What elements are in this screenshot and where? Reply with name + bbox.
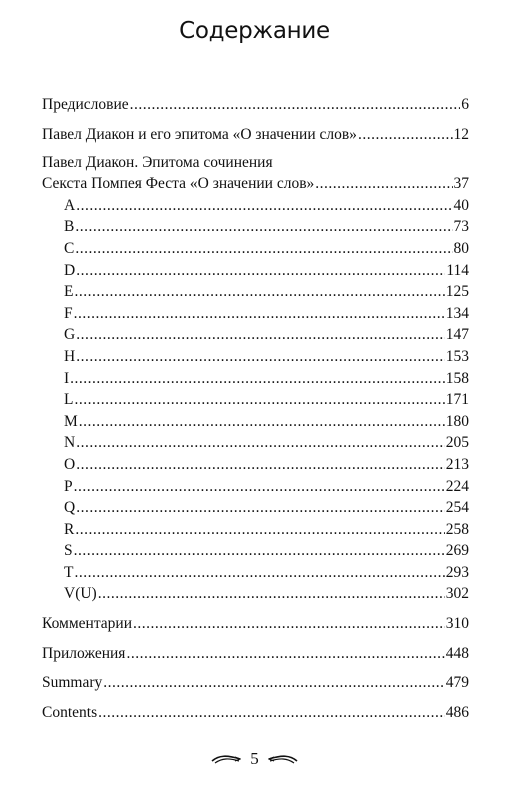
toc-entry-page: 134 xyxy=(445,304,469,322)
toc-entry-label: V(U) xyxy=(64,585,97,603)
leader-dots xyxy=(75,519,444,541)
leader-dots xyxy=(74,303,445,325)
leader-dots xyxy=(74,281,444,303)
toc-entry-page: 171 xyxy=(445,391,469,409)
toc-entry-appendices[interactable] xyxy=(42,643,469,665)
toc-entry-letter[interactable] xyxy=(42,432,469,454)
toc-entry-label: Contents xyxy=(42,703,98,721)
toc-entry-label: R xyxy=(64,520,75,538)
toc-entry-page: 12 xyxy=(453,125,469,143)
toc-entry-label: Summary xyxy=(42,674,103,692)
toc-entry-label: O xyxy=(64,455,76,473)
toc-entry-page: 73 xyxy=(453,218,469,236)
toc-entry-label: Приложения xyxy=(42,644,126,662)
toc-entry-letter[interactable] xyxy=(42,195,469,217)
leader-dots xyxy=(315,173,452,195)
toc-entry-page: 448 xyxy=(445,644,469,662)
toc-entry-label: Павел Диакон и его эпитома «О значении слов» xyxy=(42,125,357,143)
toc-entry-preface[interactable] xyxy=(42,94,469,116)
toc-entry-label: C xyxy=(64,239,75,257)
toc-entry-page: 153 xyxy=(445,347,469,365)
page-title: Содержание xyxy=(179,18,330,44)
leader-dots xyxy=(74,562,444,584)
leader-dots xyxy=(76,195,452,217)
toc-entry-label: D xyxy=(64,261,76,279)
toc-entry-page: 40 xyxy=(453,196,469,214)
toc-entry-commentary[interactable] xyxy=(42,613,469,635)
toc-entry-letter[interactable] xyxy=(42,260,469,282)
page-footer xyxy=(0,746,509,771)
toc-entry-page: 254 xyxy=(445,499,469,517)
toc-entry-letter[interactable] xyxy=(42,324,469,346)
toc-entry-heading: Павел Диакон. Эпитома сочинения xyxy=(42,154,273,172)
toc-entry-label: Секста Помпея Феста «О значении слов» xyxy=(42,175,315,193)
toc-entry-letter[interactable] xyxy=(42,389,469,411)
toc-entry-letter[interactable] xyxy=(42,411,469,433)
toc-entry-letter[interactable] xyxy=(42,454,469,476)
toc-entry-page: 293 xyxy=(445,563,469,581)
leader-dots xyxy=(133,613,445,635)
toc-entry-label: G xyxy=(64,326,76,344)
toc-entry-letter[interactable] xyxy=(42,238,469,260)
leader-dots xyxy=(103,672,444,694)
toc-entry-label: Комментарии xyxy=(42,615,132,633)
toc-entry-letter[interactable] xyxy=(42,562,469,584)
toc-entry-label: Предисловие xyxy=(42,96,129,113)
toc-entry-label: H xyxy=(64,347,76,365)
leader-dots xyxy=(70,368,445,390)
toc-entry-page: 205 xyxy=(445,434,469,452)
page-number: 5 xyxy=(250,749,259,769)
toc-entry-page: 486 xyxy=(445,703,469,721)
toc-entry-page: 125 xyxy=(445,283,469,301)
toc-entry-label: Q xyxy=(64,499,76,517)
toc-entry-page: 310 xyxy=(445,615,469,633)
toc-entry-page: 224 xyxy=(445,477,469,495)
toc-entry-letter[interactable] xyxy=(42,540,469,562)
toc-entry-label: M xyxy=(64,412,78,430)
toc-entry-label: F xyxy=(64,304,73,322)
toc-entry-letter[interactable] xyxy=(42,303,469,325)
leader-dots xyxy=(74,389,444,411)
leader-dots xyxy=(75,238,452,260)
leader-dots xyxy=(126,643,444,665)
toc-entry-label: B xyxy=(64,218,75,236)
toc-entry-epitome[interactable] xyxy=(42,173,469,195)
toc-entry-letter[interactable] xyxy=(42,216,469,238)
toc-entry-letter[interactable] xyxy=(42,476,469,498)
leader-dots xyxy=(98,583,445,605)
leader-dots xyxy=(74,476,445,498)
leader-dots xyxy=(98,702,445,724)
left-flourish-icon xyxy=(211,753,241,765)
leader-dots xyxy=(75,216,452,238)
leader-dots xyxy=(76,497,445,519)
toc-entry-page: 158 xyxy=(445,369,469,387)
toc-entry-page: 213 xyxy=(445,455,469,473)
toc-entry-page: 114 xyxy=(446,261,469,279)
toc-entry-page: 37 xyxy=(453,175,469,193)
leader-dots xyxy=(74,540,445,562)
toc-entry-summary[interactable] xyxy=(42,672,469,694)
toc-entry-letter[interactable] xyxy=(42,281,469,303)
toc-entry-page: 147 xyxy=(445,326,469,344)
toc-entry-label: T xyxy=(64,563,74,581)
leader-dots xyxy=(76,324,445,346)
toc-entry-label: N xyxy=(64,434,76,452)
toc-entry-label: L xyxy=(64,391,74,409)
toc-entry-letter[interactable] xyxy=(42,368,469,390)
toc-entry-letter[interactable] xyxy=(42,583,469,605)
toc-entry-page: 80 xyxy=(453,239,469,257)
toc-entry-page: 258 xyxy=(445,520,469,538)
toc-entry-label: S xyxy=(64,542,73,560)
leader-dots xyxy=(130,94,461,116)
toc-entry-letter[interactable] xyxy=(42,497,469,519)
leader-dots xyxy=(79,411,445,433)
toc-entry-label: I xyxy=(64,369,70,387)
leader-dots xyxy=(358,124,453,146)
leader-dots xyxy=(76,346,445,368)
leader-dots xyxy=(76,260,445,282)
toc-entry-contents[interactable] xyxy=(42,702,469,724)
toc-entry-page: 479 xyxy=(445,674,469,692)
letter-sections xyxy=(42,195,469,605)
toc-entry-page: 269 xyxy=(445,542,469,560)
toc-entry-page: 6 xyxy=(461,96,469,113)
toc-entry-page: 180 xyxy=(445,412,469,430)
toc-entry-label: P xyxy=(64,477,73,495)
toc-entry-page: 302 xyxy=(445,585,469,603)
leader-dots xyxy=(76,454,445,476)
table-of-contents xyxy=(42,94,469,723)
toc-entry-letter[interactable] xyxy=(42,519,469,541)
leader-dots xyxy=(76,432,445,454)
right-flourish-icon xyxy=(268,753,298,765)
toc-entry-label: E xyxy=(64,283,74,301)
toc-entry-letter[interactable] xyxy=(42,346,469,368)
toc-entry-label: A xyxy=(64,196,76,214)
toc-entry-paul-the-deacon[interactable] xyxy=(42,124,469,146)
